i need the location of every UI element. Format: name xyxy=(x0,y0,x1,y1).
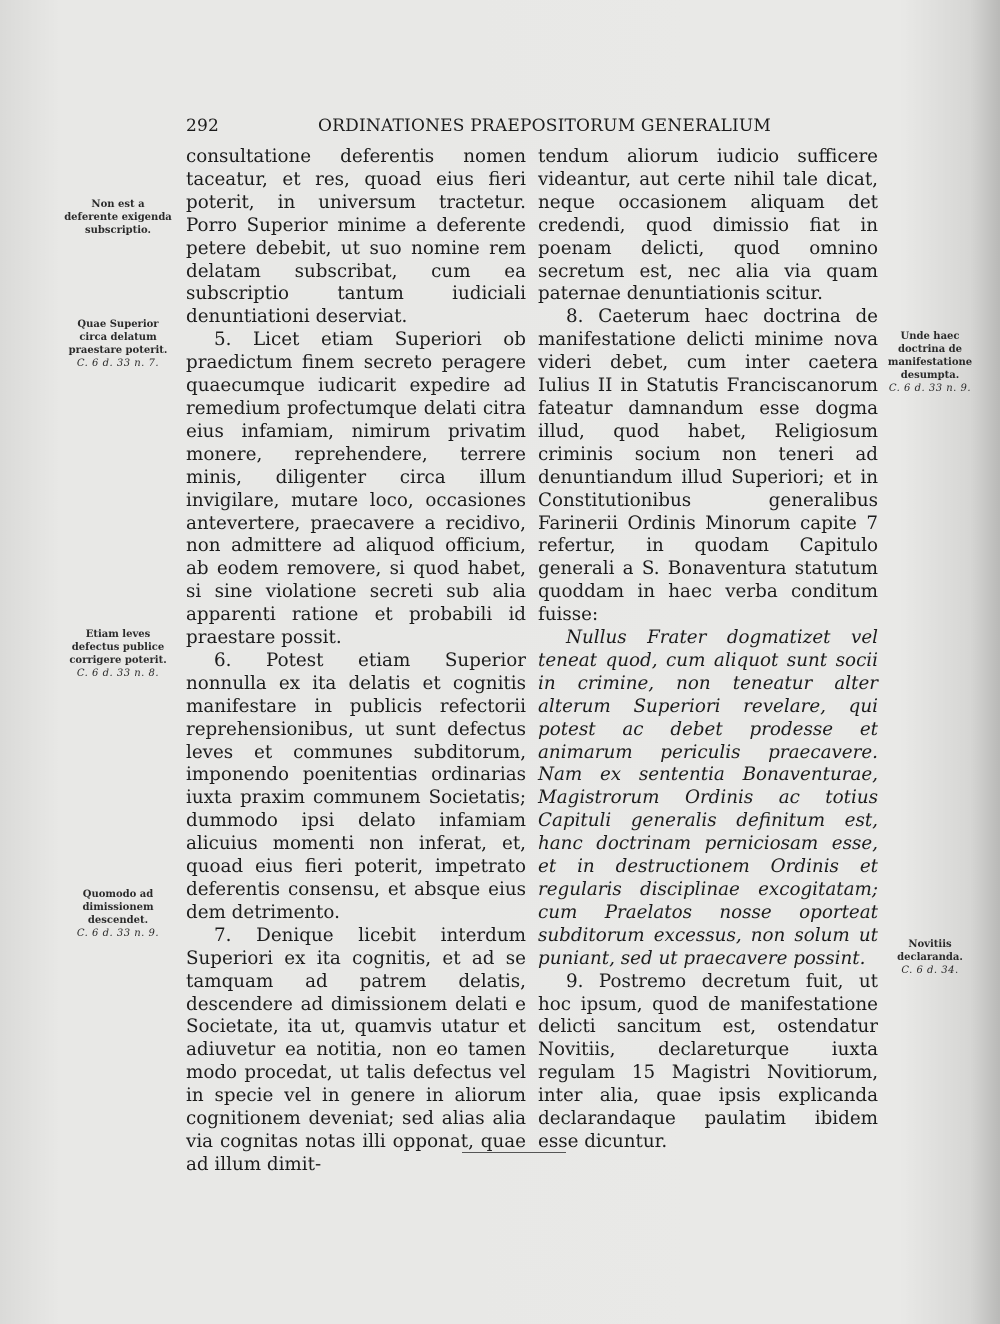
quoted-statute: Nullus Frater dogmatizet vel teneat quod, cum aliquot sunt socii in crimine, non teneatur alter alterum Superiori revelare, qui potest ac debet prodesse et animarum periculis praecavere. Nam ex sententia Bonaventurae, Magistrorum Ordinis ac totius Capituli generalis definitum est, hanc doctrinam perniciosam esse, et in destructionem Ordinis et regularis disciplinae excogitatam; cum Praelatos nosse oporteat subditorum excessus, non solum ut puniant, sed ut praecavere possint. xyxy=(538,627,878,969)
margin-note-text: Novitiis declaranda. xyxy=(897,939,963,963)
left-text-column xyxy=(186,146,526,1177)
margin-note-public-correction xyxy=(64,628,172,680)
paragraph-9: 9. Postremo decretum fuit, ut hoc ipsum, quod de manifestatione delicti sancitum est, ostendatur Novitiis, declareturque iuxta regulam 15 Magistri Novitiorum, inter alia, quae ipsis explicanda declarandaque paulatim ibidem esse dicuntur. xyxy=(538,970,878,1152)
margin-note-subscription xyxy=(64,198,172,237)
right-text-column xyxy=(538,146,878,1154)
paragraph-8: 8. Caeterum haec doctrina de manifestatione delicti minime nova videri debet, cum inter caetera Iulius II in Statutis Franciscanorum fateatur damnandum esse dogma illud, quod habet, Religiosum criminis socium non teneri ad denuntiandum illud Superiori; et in Constitutionibus generalibus Farinerii Ordinis Minorum capite 7 refertur, in quodam Capitulo generali a S. Bonaventura statutum quoddam in haec verba conditum fuisse: xyxy=(538,306,878,626)
running-head: ORDINATIONES PRAEPOSITORUM GENERALIUM xyxy=(318,116,771,136)
margin-note-superior xyxy=(64,318,172,370)
margin-note-ref: C. 6 d. 33 n. 8. xyxy=(76,668,160,679)
paragraph-continuation: consultatione deferentis nomen taceatur, et res, quoad eius fieri poterit, in universum tractetur. Porro Superior minime a deferente petere debebit, ut suo nomine rem delatam subscribat, cum ea subscriptio tantum iudiciali denuntiationi deserviat. xyxy=(186,146,526,328)
margin-note-text: Quae Superior circa delatum praestare poterit. xyxy=(68,319,168,356)
paragraph-5: 5. Licet etiam Superiori ob praedictum finem secreto peragere quaecumque iudicarit expedire ad remedium profectumque delati citra eius infamiam, nimirum privatim monere, reprehendere, terrere minis, diligenter circa illum invigilare, mutare loco, occasiones antevertere, praecavere a recidivo, non admittere ad aliquod officium, ab eodem removere, si quod habet, si sine violatione secreti sub alia apparenti ratione et probabili id praestare possit. xyxy=(186,329,526,649)
margin-note-doctrine-source xyxy=(880,330,980,395)
margin-note-ref: C. 6 d. 33 n. 9. xyxy=(888,383,972,394)
margin-note-ref: C. 6 d. 33 n. 9. xyxy=(76,928,160,939)
page-number: 292 xyxy=(186,116,220,136)
margin-note-text: Unde haec doctrina de manifestatione desumpta. xyxy=(887,331,973,381)
margin-note-ref: C. 6 d. 34. xyxy=(901,965,959,976)
paragraph-6: 6. Potest etiam Superior nonnulla ex ita delatis et cognitis manifestare in publicis refectorii reprehensionibus, ut sunt defectus leves et communes subditorum, imponendo poenitentias ordinarias iuxta praxim communem Societatis; dummodo ipsi delato infamiam alicuius momenti non inferat, et, quoad eius fieri poterit, impetrato deferentis consensu, et absque eius dem detrimento. xyxy=(186,649,526,923)
page-header xyxy=(186,116,886,140)
margin-note-text: Etiam leves defectus publice corrigere poterit. xyxy=(69,629,167,666)
paragraph-7: 7. Denique licebit interdum Superiori ex ita cognitis, et ad se tamquam ad patrem delatis, descendere ad dimissionem delati e Societate, ita ut, quamvis utatur et adiuvetur ea notitia, non eo tamen modo procedat, ut talis defectus vel in specie vel in genere in aliorum cognitionem deveniat; sed alias alia via cognitas notas illi opponat, quae ad illum dimit- xyxy=(186,924,526,1175)
paragraph-7-continuation: tendum aliorum iudicio sufficere videantur, aut certe nihil tale dicat, neque occasionem aliquam det credendi, quod dimissio fiat in poenam delicti, quod omnino secretum est, nec alia via quam paternae denuntiationis scitur. xyxy=(538,146,878,305)
margin-note-novices xyxy=(880,938,980,977)
end-rule xyxy=(462,1152,566,1153)
margin-note-ref: C. 6 d. 33 n. 7. xyxy=(76,358,160,369)
margin-note-text: Non est a deferente exigenda subscriptio. xyxy=(64,199,172,236)
margin-note-text: Quomodo ad dimissionem descendet. xyxy=(82,889,154,926)
margin-note-dismissal xyxy=(64,888,172,940)
